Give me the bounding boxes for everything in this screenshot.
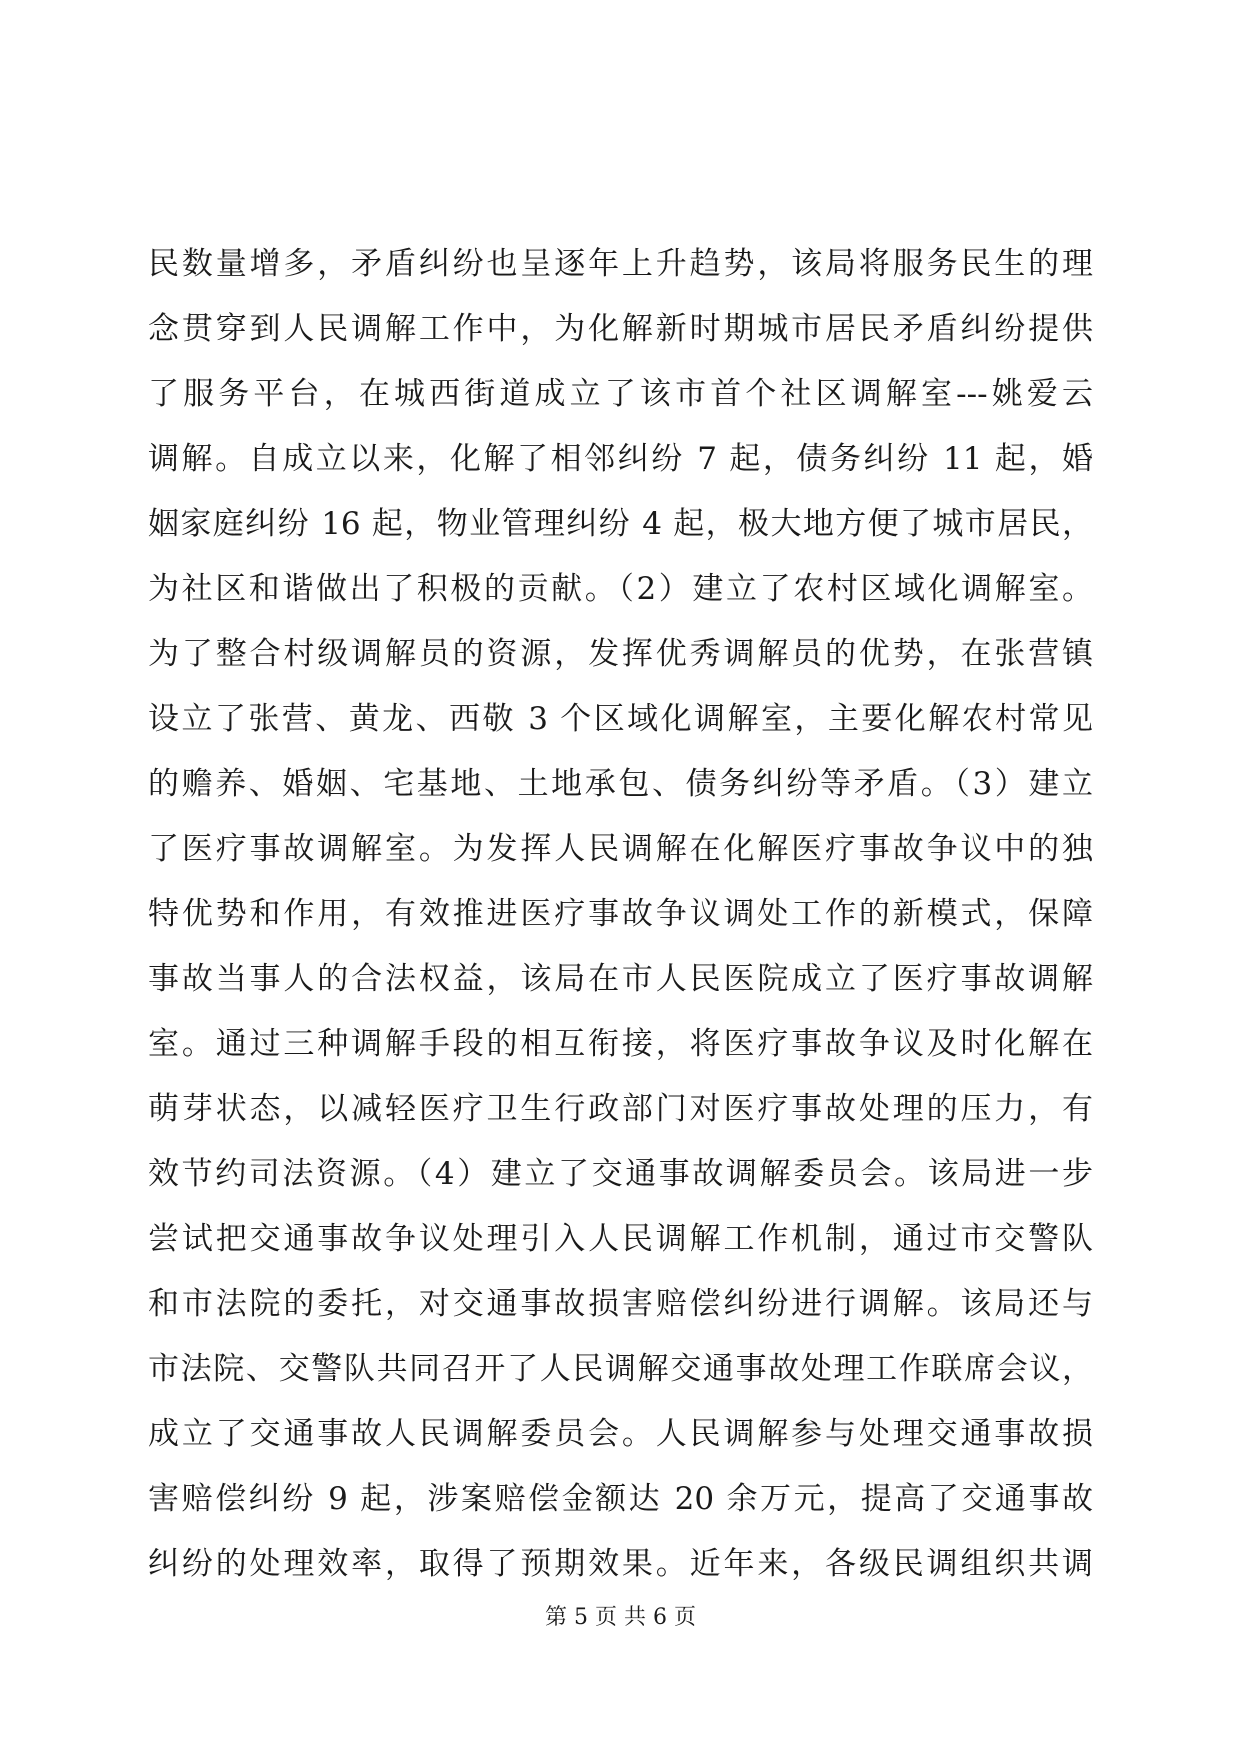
- body-text: [148, 232, 1093, 1597]
- text-line: 了医疗事故调解室。为发挥人民调解在化解医疗事故争议中的独: [148, 831, 1093, 867]
- text-line: 和市法院的委托，对交通事故损害赔偿纠纷进行调解。该局还与: [148, 1286, 1093, 1322]
- text-line: 为了整合村级调解员的资源，发挥优秀调解员的优势，在张营镇: [148, 636, 1093, 672]
- text-line: 特优势和作用，有效推进医疗事故争议调处工作的新模式，保障: [148, 896, 1093, 932]
- text-line: 纠纷的处理效率，取得了预期效果。近年来，各级民调组织共调: [148, 1546, 1093, 1582]
- text-line: 姻家庭纠纷 16 起，物业管理纠纷 4 起，极大地方便了城市居民，: [148, 506, 1093, 542]
- text-line: 尝试把交通事故争议处理引入人民调解工作机制，通过市交警队: [148, 1221, 1093, 1257]
- text-line: 事故当事人的合法权益，该局在市人民医院成立了医疗事故调解: [148, 961, 1093, 997]
- text-line: 成立了交通事故人民调解委员会。人民调解参与处理交通事故损: [148, 1416, 1093, 1452]
- text-line: 萌芽状态，以减轻医疗卫生行政部门对医疗事故处理的压力，有: [148, 1091, 1093, 1127]
- text-line: 害赔偿纠纷 9 起，涉案赔偿金额达 20 余万元，提高了交通事故: [148, 1481, 1093, 1517]
- text-line: 市法院、交警队共同召开了人民调解交通事故处理工作联席会议，: [148, 1351, 1093, 1387]
- text-line: 设立了张营、黄龙、西敬 3 个区域化调解室，主要化解农村常见: [148, 701, 1093, 737]
- text-line: 室。通过三种调解手段的相互衔接，将医疗事故争议及时化解在: [148, 1026, 1093, 1062]
- text-line: 念贯穿到人民调解工作中，为化解新时期城市居民矛盾纠纷提供: [148, 311, 1093, 347]
- text-line: 调解。自成立以来，化解了相邻纠纷 7 起，债务纠纷 11 起，婚: [148, 441, 1093, 477]
- text-line: 民数量增多，矛盾纠纷也呈逐年上升趋势，该局将服务民生的理: [148, 246, 1093, 282]
- text-line: 的赡养、婚姻、宅基地、土地承包、债务纠纷等矛盾。（3）建立: [148, 766, 1093, 802]
- text-line: 为社区和谐做出了积极的贡献。（2）建立了农村区域化调解室。: [148, 571, 1093, 607]
- text-line: 效节约司法资源。（4）建立了交通事故调解委员会。该局进一步: [148, 1156, 1093, 1192]
- page-number-footer: 第 5 页 共 6 页: [545, 1605, 696, 1630]
- text-line: 了服务平台，在城西街道成立了该市首个社区调解室---姚爱云: [148, 376, 1093, 412]
